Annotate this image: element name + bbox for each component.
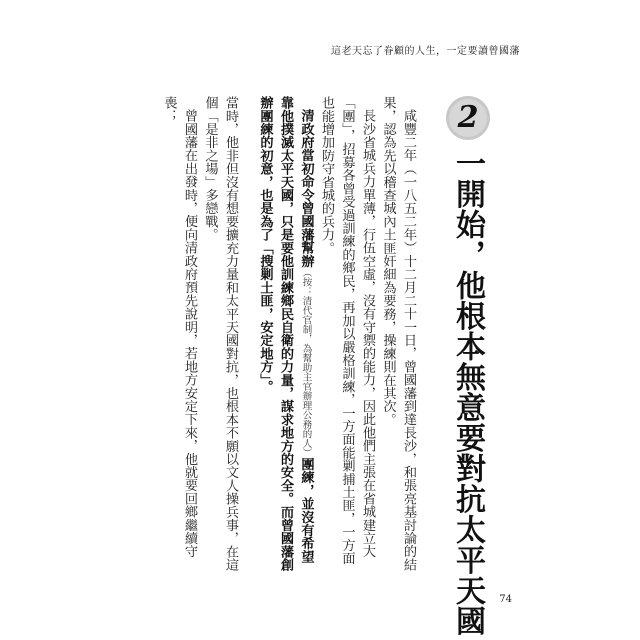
- paragraph-3-rest: 團練，並沒有希望靠他撲滅太平天國，只是要他訓練鄉民自衛的力量，謀求地方的安全。而曾國藩創辦團練的初意，也是為了「搜剿土匪，安定地方」。: [257, 96, 314, 572]
- page-number: 74: [499, 594, 512, 605]
- paragraph-4: 曾國藩在出發時，便向清政府預先說明，若地方安定下來，他就要回鄉繼續守喪；: [161, 96, 197, 558]
- body-text: [144, 96, 418, 576]
- paragraph-3-tail: 當時，他非但沒有想要擴充力量和太平天國對抗，也根本不願以文人操兵事，在這個「是非之場」多戀戰。: [202, 96, 238, 572]
- chapter-number: 2: [457, 100, 479, 135]
- paragraph-1: 咸豐二年（一八五二年）十二月二十一日，曾國藩到達長沙，和張亮基討論的結果，認為先以稽查城內土匪奸細為要務，操練則在其次。: [380, 96, 416, 572]
- paragraph-2: 長沙省城兵力單薄，行伍空虛，沒有守禦的能力，因此他們主張在省城建立大「團」，招募各曾受過訓練的鄉民，再加以嚴格訓練，一方面能剿捕土匪，一方面也能增加防守省城的兵力。: [319, 96, 375, 565]
- running-header: 這老天忘了眷顧的人生，一定要讀曾國藩: [331, 46, 520, 57]
- paragraph-3-main: 清政府當初命令曾國藩幫辦: [298, 109, 314, 268]
- paragraph-3: [254, 96, 316, 576]
- chapter-title: 一開始，他根本無意要對抗太平天國: [450, 148, 485, 636]
- paragraph-3-note: （按：清代官制，為幫助主官辦理公務的人）: [300, 267, 312, 458]
- chapter-number-badge: [446, 96, 490, 140]
